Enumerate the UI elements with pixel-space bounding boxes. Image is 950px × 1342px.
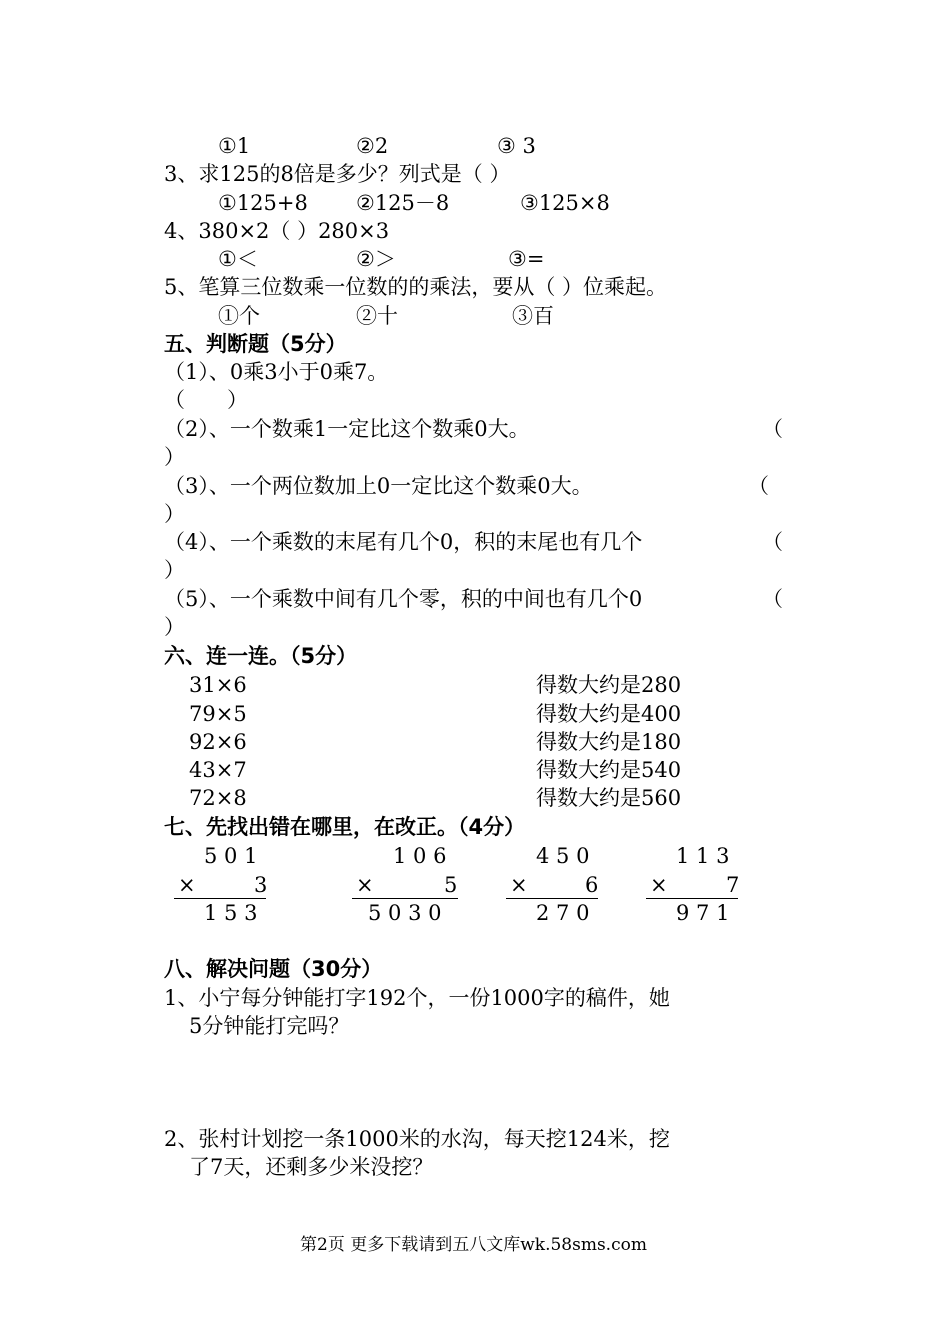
match-right-5: 得数大约是560	[536, 786, 682, 810]
calc3-result: 2 7 0	[536, 901, 590, 925]
calc3-times: ×	[510, 873, 528, 897]
judge-item-3: （3）、一个两位数加上0一定比这个数乘0大。	[164, 474, 593, 498]
q5-option-2: ②十	[356, 304, 398, 328]
judge-item-2-paren: （	[762, 417, 783, 441]
judge-item-3-close: ）	[164, 502, 185, 526]
match-right-2: 得数大约是400	[536, 702, 682, 726]
calc4-top: 1 1 3	[676, 844, 730, 868]
q5-text: 5、笔算三位数乘一位数的的乘法，要从（ ）位乘起。	[164, 275, 668, 299]
q4-option-3: ③=	[508, 247, 545, 271]
judge-item-5: （5）、一个乘数中间有几个零，积的中间也有几个0	[164, 587, 643, 611]
q5-option-3: ③百	[512, 304, 554, 328]
judge-item-4: （4）、一个乘数的末尾有几个0，积的末尾也有几个	[164, 530, 643, 554]
problem2-line1: 2、张村计划挖一条1000米的水沟，每天挖124米，挖	[164, 1127, 670, 1151]
match-left-3: 92×6	[189, 730, 247, 754]
judge-item-2-close: ）	[164, 445, 185, 469]
calc4-times: ×	[650, 873, 668, 897]
calc2-top: 1 0 6	[393, 844, 447, 868]
q3-option-2: ②125－8	[356, 191, 450, 215]
q4-option-2: ②＞	[356, 247, 396, 271]
problem2-line2: 了7天，还剩多少米没挖？	[189, 1155, 434, 1179]
judge-item-5-close: ）	[164, 615, 185, 639]
problem1-line1: 1、小宁每分钟能打字192个，一份1000字的稿件，她	[164, 986, 670, 1010]
judge-item-1: （1）、0乘3小于0乘7。	[164, 360, 389, 384]
match-left-4: 43×7	[189, 758, 247, 782]
q2-option-3: ③ 3	[497, 134, 536, 158]
judge-item-1-paren: （ ）	[164, 388, 248, 412]
judge-item-4-close: ）	[164, 558, 185, 582]
calc2-digit: 5	[444, 873, 458, 897]
calc1-result: 1 5 3	[204, 901, 258, 925]
match-left-2: 79×5	[189, 702, 247, 726]
match-right-3: 得数大约是180	[536, 730, 682, 754]
q3-option-1: ①125+8	[218, 191, 308, 215]
calc2-result: 5 0 3 0	[368, 901, 442, 925]
judge-item-2: （2）、一个数乘1一定比这个数乘0大。	[164, 417, 530, 441]
calc4-digit: 7	[726, 873, 740, 897]
section8-heading: 八、解决问题（30分）	[164, 957, 383, 981]
match-right-4: 得数大约是540	[536, 758, 682, 782]
calc1-top: 5 0 1	[204, 844, 258, 868]
match-right-1: 得数大约是280	[536, 673, 682, 697]
calc3-digit: 6	[585, 873, 599, 897]
match-left-1: 31×6	[189, 673, 247, 697]
judge-item-5-paren: （	[762, 587, 783, 611]
calc4-result: 9 7 1	[676, 901, 730, 925]
q2-option-1: ①1	[218, 134, 251, 158]
section6-heading: 六、连一连。（5分）	[164, 644, 358, 668]
calc1-times: ×	[178, 873, 196, 897]
calc2-times: ×	[356, 873, 374, 897]
section5-heading: 五、判断题（5分）	[164, 332, 347, 356]
q4-text: 4、380×2（ ）280×3	[164, 219, 390, 243]
q5-option-1: ①个	[218, 304, 260, 328]
calc1-digit: 3	[254, 873, 268, 897]
q4-option-1: ①＜	[218, 247, 258, 271]
section7-heading: 七、先找出错在哪里，在改正。（4分）	[164, 815, 526, 839]
match-left-5: 72×8	[189, 786, 247, 810]
judge-item-4-paren: （	[762, 530, 783, 554]
judge-item-3-paren: （	[748, 474, 769, 498]
q2-option-2: ②2	[356, 134, 389, 158]
q3-text: 3、求125的8倍是多少？列式是（ ）	[164, 162, 511, 186]
problem1-line2: 5分钟能打完吗？	[189, 1014, 350, 1038]
q3-option-3: ③125×8	[520, 191, 610, 215]
page-footer: 第2页 更多下载请到五八文库wk.58sms.com	[300, 1235, 647, 1255]
calc3-top: 4 5 0	[536, 844, 590, 868]
